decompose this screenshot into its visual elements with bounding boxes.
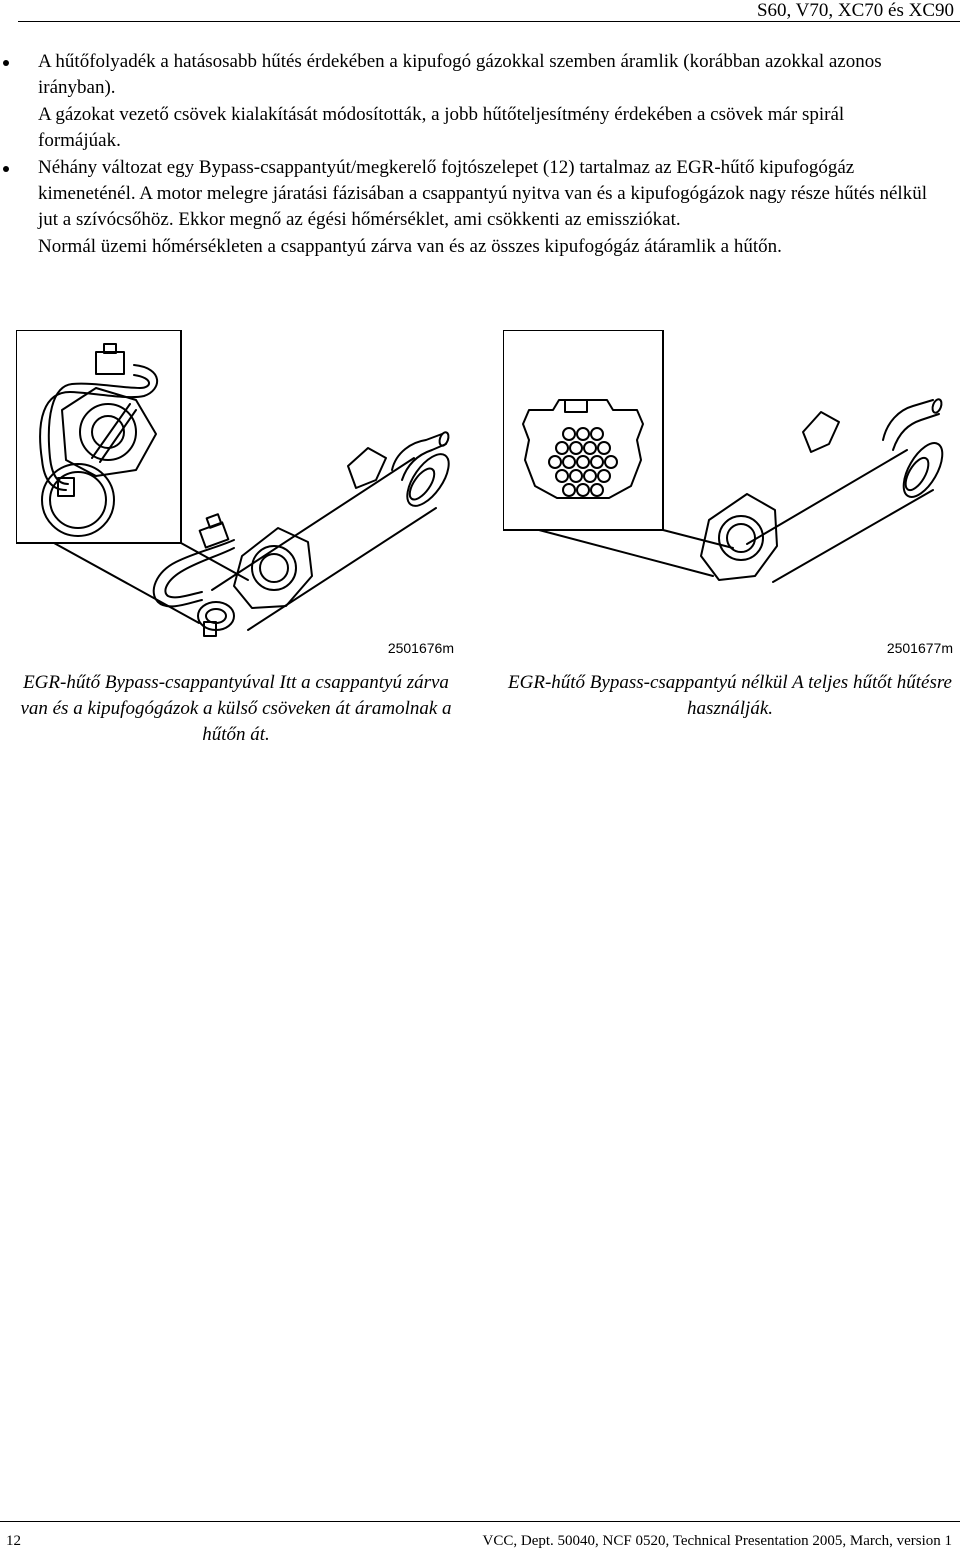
egr-cooler-drawing [503, 330, 957, 660]
egr-cooler-figure [503, 330, 957, 660]
footer-source: VCC, Dept. 50040, NCF 0520, Technical Presentation 2005, March, version 1 [482, 1533, 952, 1549]
footer-divider [0, 1521, 960, 1522]
figure-caption-left: EGR-hűtő Bypass-csappantyúval Itt a csappantyú zárva van és a kipufogógázok a külső csöveken át áramolnak a hűtőn át. [20, 672, 452, 745]
figure-id-left: 2501676m [387, 640, 454, 656]
bullet-icon [3, 166, 9, 172]
bullet-item [0, 155, 930, 261]
page-number: 12 [6, 1533, 21, 1549]
page-header-title: S60, V70, XC70 és XC90 [756, 0, 954, 21]
bullet-text: A hűtőfolyadék a hatásosabb hűtés érdekében a kipufogó gázokkal szemben áramlik (korábban azokkal azonos irányban). [38, 51, 882, 99]
bullet-icon [3, 60, 9, 66]
bullet-text: A gázokat vezető csövek kialakítását módosították, a jobb hűtőteljesítmény érdekében a csövek már spirál formájúak. [38, 103, 845, 152]
figure-id-right: 2501677m [886, 640, 953, 656]
bullet-item [0, 49, 930, 155]
bullet-text: Néhány változat egy Bypass-csappantyút/megkerelő fojtószelepet (12) tartalmaz az EGR-hűtő kipufogógáz kimeneténél. A motor melegre járatási fázisában a csappantyú nyitva van és a kipufogógázok nagy része hűtés nélkül jut a szívócsőhöz. Ekkor megnő az égési hőmérséklet, ami csökkenti az emissziókat. [38, 156, 927, 231]
figure-caption-right: EGR-hűtő Bypass-csappantyú nélkül A teljes hűtőt hűtésre használják. [508, 672, 952, 719]
header-divider [18, 21, 960, 22]
egr-cooler-bypass-figure [16, 330, 456, 660]
bullet-text: Normál üzemi hőmérsékleten a csappantyú zárva van és az összes kipufogógáz átáramlik a hűtőn. [38, 235, 782, 257]
egr-cooler-bypass-drawing [16, 330, 456, 660]
bullet-list [0, 49, 930, 260]
